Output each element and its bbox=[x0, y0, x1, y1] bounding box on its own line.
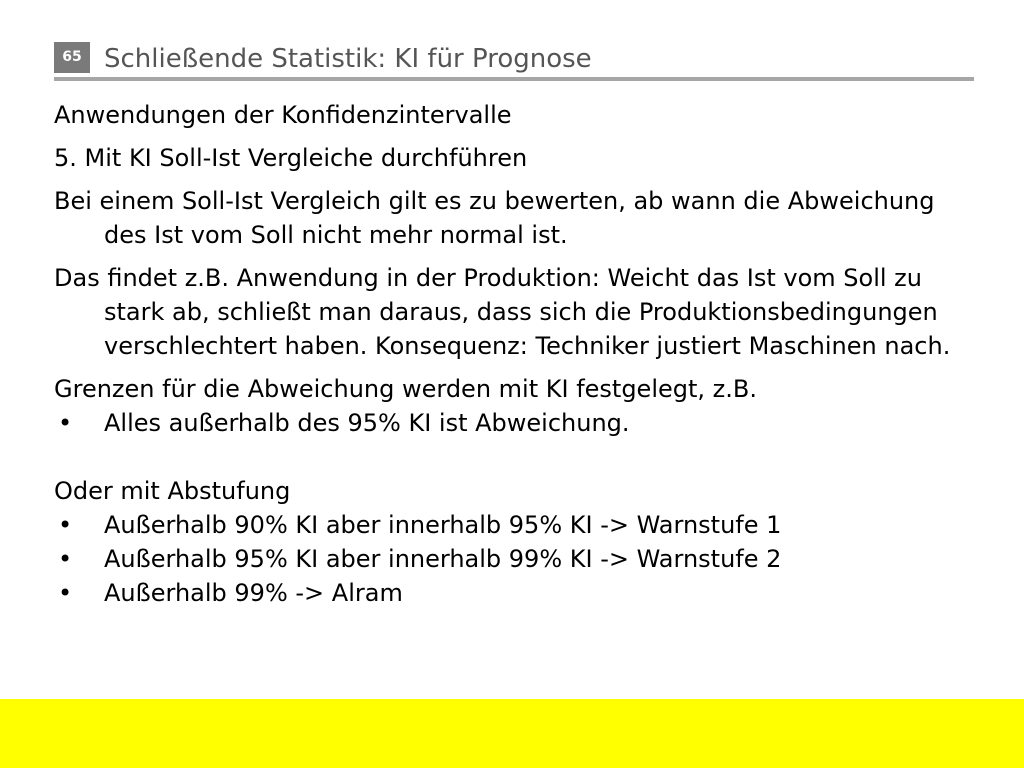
content-heading: Anwendungen der Konfidenzintervalle bbox=[54, 101, 512, 129]
bullet-icon: • bbox=[58, 409, 73, 437]
list-item-text: Alles außerhalb des 95% KI ist Abweichung. bbox=[104, 409, 630, 437]
bullet-icon: • bbox=[58, 579, 73, 607]
spacer bbox=[54, 440, 984, 474]
content-subheading: 5. Mit KI Soll-Ist Vergleiche durchführen bbox=[54, 144, 528, 172]
list-item bbox=[54, 542, 984, 576]
list-item-text: Außerhalb 90% KI aber innerhalb 95% KI -> Warnstufe 1 bbox=[104, 511, 782, 539]
bullet-icon: • bbox=[58, 545, 73, 573]
slide-content bbox=[54, 98, 984, 610]
title-divider bbox=[54, 77, 974, 81]
slide-title: Schließende Statistik: KI für Prognose bbox=[104, 44, 592, 74]
footer-bar bbox=[0, 699, 1024, 768]
list-item bbox=[54, 576, 984, 610]
paragraph-soll-ist: Bei einem Soll-Ist Vergleich gilt es zu bewerten, ab wann die Abweichung des Ist vom Soll nicht mehr normal ist. bbox=[54, 187, 935, 249]
paragraph-grenzen: Grenzen für die Abweichung werden mit KI festgelegt, z.B. bbox=[54, 375, 757, 403]
list-item bbox=[54, 406, 984, 440]
slide-number-badge: 65 bbox=[54, 42, 90, 73]
paragraph-produktion: Das findet z.B. Anwendung in der Produktion: Weicht das Ist vom Soll zu stark ab, schließt man daraus, dass sich die Produktionsbedingungen verschlechtert haben. Konsequenz: Techniker justiert Maschinen nach. bbox=[54, 264, 951, 360]
list-item-text: Außerhalb 99% -> Alram bbox=[104, 579, 403, 607]
paragraph-abstufung: Oder mit Abstufung bbox=[54, 477, 291, 505]
list-item-text: Außerhalb 95% KI aber innerhalb 99% KI -> Warnstufe 2 bbox=[104, 545, 782, 573]
list-item bbox=[54, 508, 984, 542]
bullet-icon: • bbox=[58, 511, 73, 539]
slide-header bbox=[54, 42, 974, 82]
